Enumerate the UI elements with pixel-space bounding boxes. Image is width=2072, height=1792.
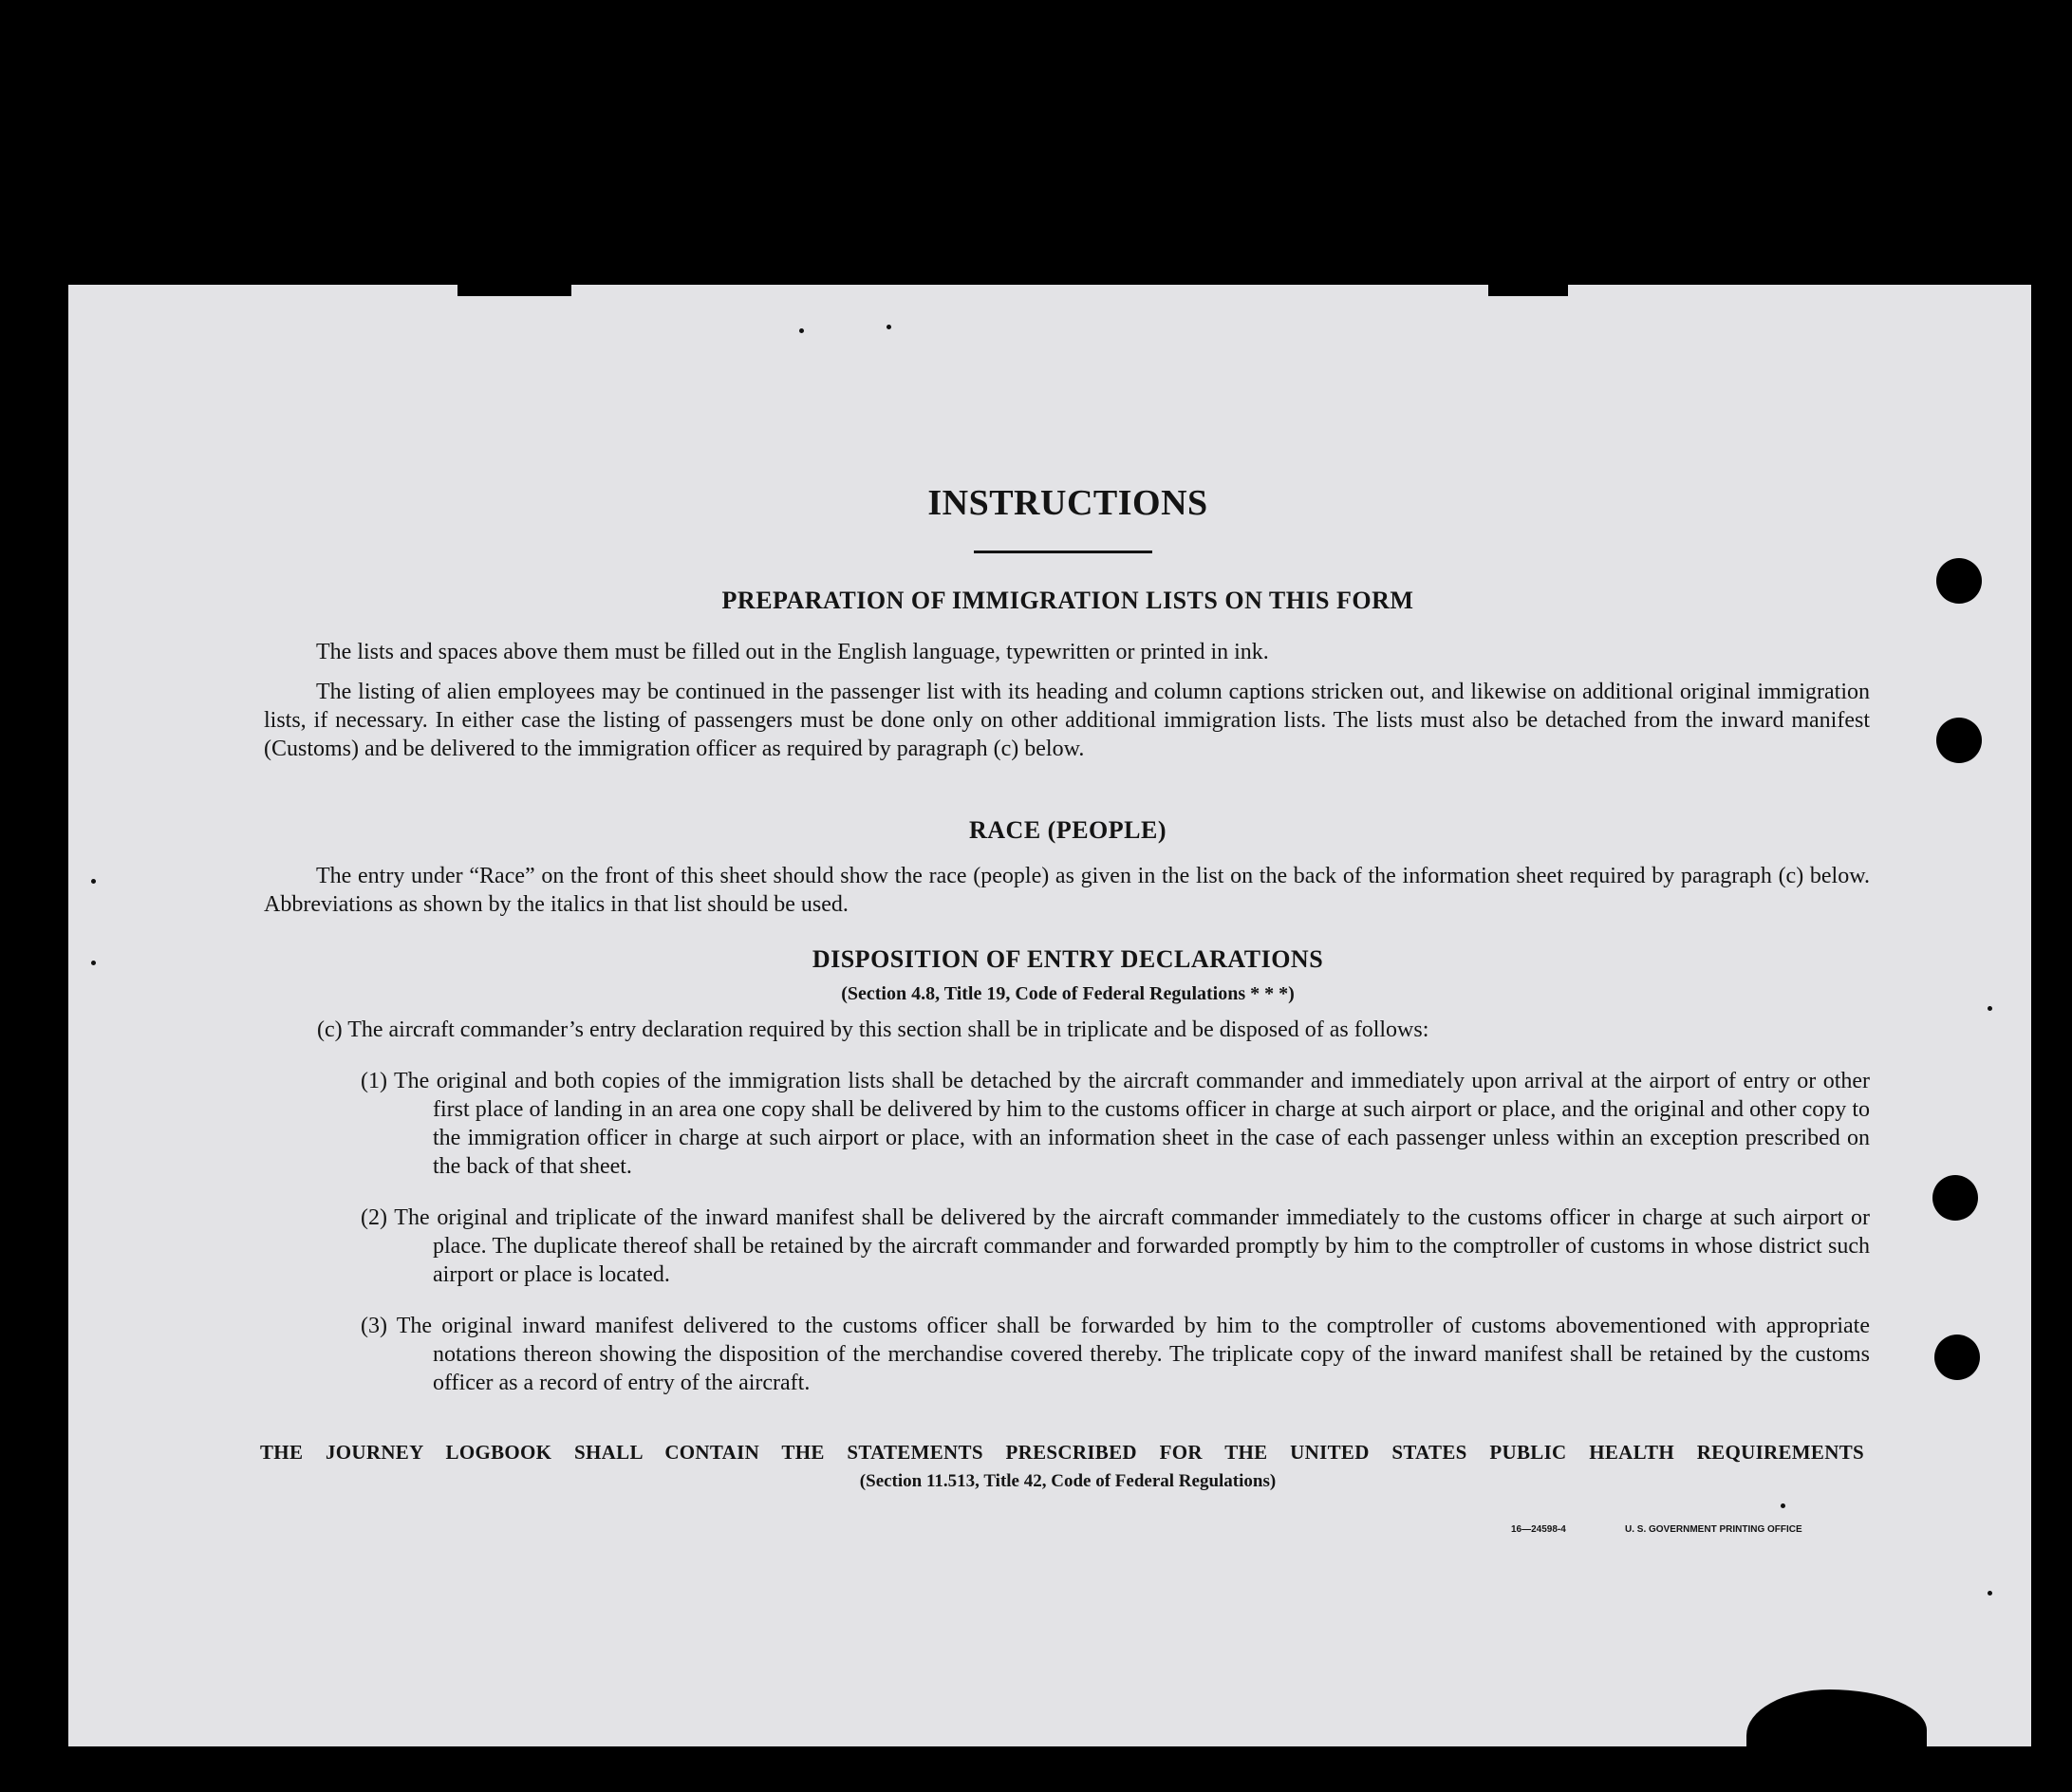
- disposition-item-3: (3) The original inward manifest delivered to the customs officer shall be forwarded by him to the comptroller of customs abovementioned with appropriate notations thereon showing the disposition of the merchandise covered thereby. The triplicate copy of the inward manifest shall be retained by the customs officer as a record of entry of the aircraft.: [361, 1314, 1870, 1395]
- page-title: INSTRUCTIONS: [927, 483, 1208, 523]
- public-health-citation: (Section 11.513, Title 42, Code of Federal Regulations): [859, 1471, 1277, 1491]
- section-heading-preparation: PREPARATION OF IMMIGRATION LISTS ON THIS FORM: [721, 587, 1414, 614]
- preparation-paragraph-1: The lists and spaces above them must be filled out in the English language, typewritten or printed in ink.: [316, 640, 1269, 664]
- public-health-statement: THE JOURNEY LOGBOOK SHALL CONTAIN THE STATEMENTS PRESCRIBED FOR THE UNITED STATES PUBLIC HEALTH REQUIREMENTS: [260, 1441, 1864, 1464]
- section-heading-disposition: DISPOSITION OF ENTRY DECLARATIONS: [812, 945, 1324, 973]
- disposition-item-2: (2) The original and triplicate of the inward manifest shall be delivered by the aircraft commander immediately to the customs officer in charge at such airport or place. The duplicate thereof shall be retained by the aircraft commander and forwarded promptly by him to the comptroller of customs in whose district such airport or place is located.: [361, 1205, 1870, 1287]
- printer-imprint: U. S. GOVERNMENT PRINTING OFFICE: [1625, 1524, 1802, 1535]
- disposition-item-1: (1) The original and both copies of the immigration lists shall be detached by the aircraft commander and immediately upon arrival at the airport of entry or other first place of landing in an area one copy shall be delivered by him to the customs officer in charge at such airport or place, and the original and other copy to the immigration officer in charge at such airport or place, with an information sheet in the case of each passenger unless within an exception prescribed on the back of that sheet.: [361, 1069, 1870, 1179]
- preparation-paragraph-2: The listing of alien employees may be continued in the passenger list with its heading and column captions stricken out, and likewise on additional original immigration lists, if necessary. In either case the listing of passengers must be done only on other additional immigration lists. The lists must also be detached from the inward manifest (Customs) and be delivered to the immigration officer as required by paragraph (c) below.: [264, 680, 1870, 761]
- disposition-citation: (Section 4.8, Title 19, Code of Federal Regulations * * *): [841, 983, 1295, 1004]
- section-heading-race: RACE (PEOPLE): [969, 816, 1167, 844]
- title-underline: [974, 551, 1152, 553]
- disposition-intro: (c) The aircraft commander’s entry declaration required by this section shall be in triplicate and be disposed of as follows:: [317, 1017, 1429, 1042]
- form-number: 16—24598-4: [1511, 1524, 1566, 1535]
- race-paragraph: The entry under “Race” on the front of this sheet should show the race (people) as given in the list on the back of the information sheet required by paragraph (c) below. Abbreviations as shown by the italics in that list should be used.: [264, 864, 1870, 917]
